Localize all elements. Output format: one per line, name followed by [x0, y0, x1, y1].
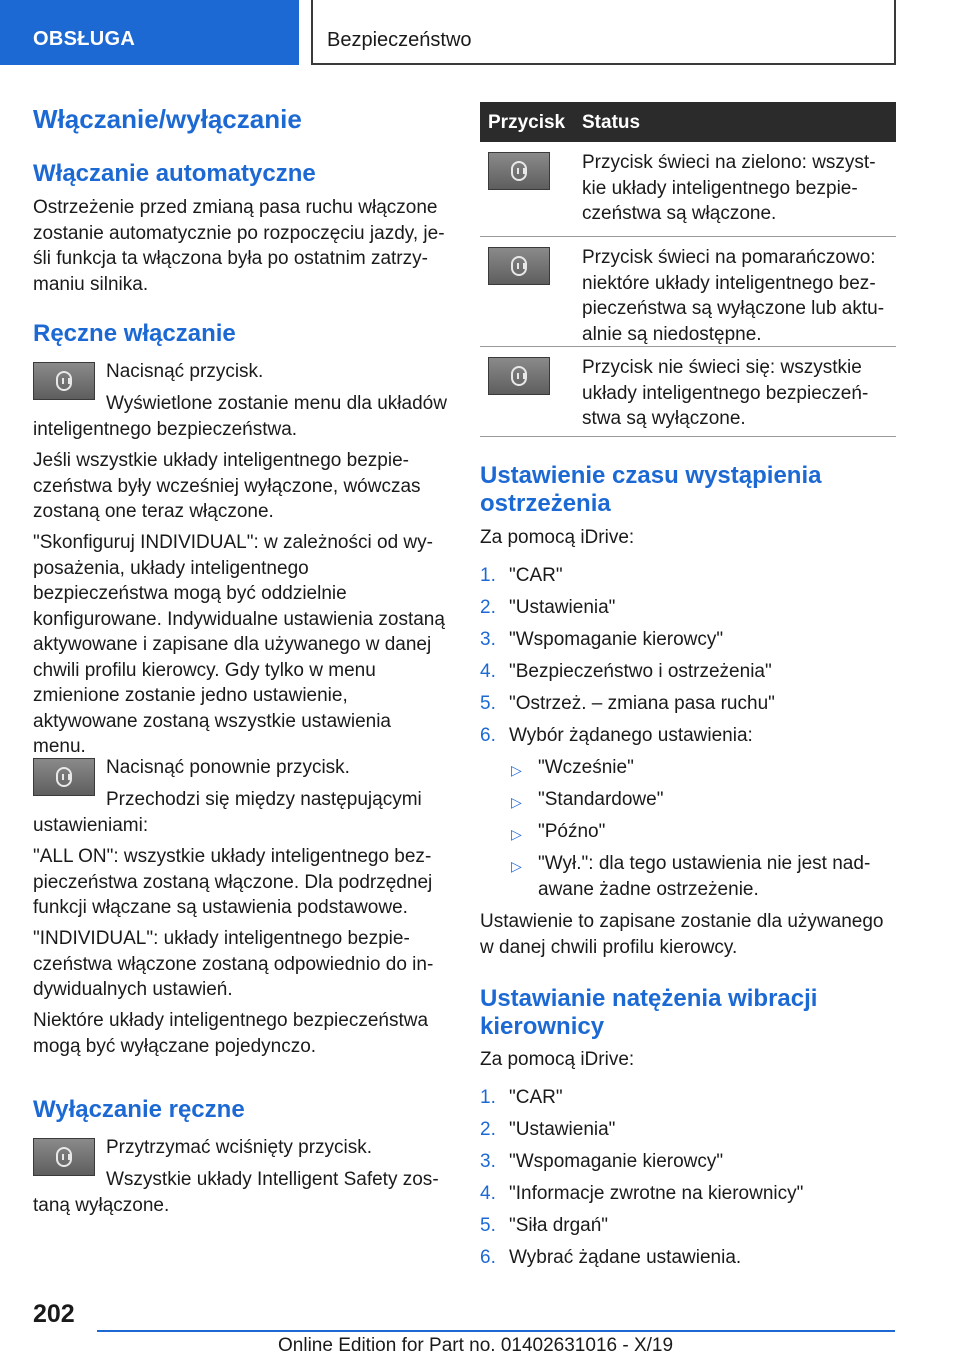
menu-shown-text: Wyświetlone zostanie menu dla układów inteligentnego bezpieczeństwa. — [33, 393, 447, 440]
auto-text: Ostrzeżenie przed zmianą pasa ruchu włączone zostanie automatycznie po rozpoczęciu jazdy, jeśli funkcja ta włączona była po ostatnim zatrzymaniu silnika. — [33, 197, 445, 295]
auto-heading: Włączanie automatyczne — [33, 160, 316, 187]
header-section-label: OBSŁUGA — [33, 28, 136, 50]
off-heading: Wyłączanie ręczne — [33, 1096, 245, 1123]
triangle-bullet-icon: ▷ — [511, 794, 522, 810]
safety-button-icon — [488, 152, 550, 190]
list-item: 4. "Bezpieczeństwo i ostrzeżenia" — [480, 661, 772, 682]
individual-text: "INDIVIDUAL": układy inteligentnego bezpieczeństwa włączone zostaną odpowiednio do indywidualnych ustawień. — [33, 928, 434, 1000]
list-item: 3. "Wspomaganie kierowcy" — [480, 1151, 724, 1172]
header-section-tab — [0, 0, 299, 65]
if-all-off-text: Jeśli wszystkie układy inteligentnego bezpieczeństwa były wcześniej wyłączone, wówczas zostaną one teraz włączone. — [33, 450, 421, 522]
list-item: 3. "Wspomaganie kierowcy" — [480, 629, 724, 650]
col-status-header: Status — [582, 112, 641, 133]
list-item: 5. "Ostrzeż. – zmiana pasa ruchu" — [480, 693, 775, 714]
footer-divider — [97, 1330, 895, 1332]
table-row — [480, 347, 896, 437]
safety-button-icon — [488, 247, 550, 285]
some-off-text: Niektóre układy inteligentnego bezpieczeństwa mogą być wyłączane pojedynczo. — [33, 1010, 429, 1057]
list-item: ▷ "Wcześnie" — [480, 755, 896, 781]
manual-heading: Ręczne włączanie — [33, 320, 236, 347]
warning-time-intro: Za pomocą iDrive: — [480, 527, 635, 548]
triangle-bullet-icon: ▷ — [511, 826, 522, 842]
safety-button-icon — [488, 357, 550, 395]
list-item: ▷ "Standardowe" — [480, 787, 896, 813]
triangle-bullet-icon: ▷ — [511, 858, 522, 874]
col-button-header: Przycisk — [488, 112, 566, 133]
individual-config-text: "Skonfiguruj INDIVIDUAL": w zależności od wyposażenia, układy inteligentnego bezpieczeństwa mogą być oddzielnie konfigurowane. Indywidualne ustawienia zostaną aktywowane i zapisane dla używanego w danej chwili profilu kierowcy. Gdy tylko w menu zmienione zostanie jedno ustawienie, aktywowane zostaną wszystkie ustawienia menu. — [33, 532, 445, 757]
press-button-text: Nacisnąć przycisk. — [106, 361, 264, 382]
all-on-text: "ALL ON": wszystkie układy inteligentnego bezpieczeństwa zostaną włączone. Dla podrzędnej funkcji włączane są ustawienia podstawowe. — [33, 846, 433, 918]
list-item: 1. "CAR" — [480, 1087, 563, 1108]
edition-note: Online Edition for Part no. 01402631016 - X/19 — [278, 1335, 674, 1356]
cycles-text: Przechodzi się między następującymi ustawieniami: — [33, 789, 422, 836]
list-item: 4. "Informacje zwrotne na kierownicy" — [480, 1183, 804, 1204]
page-number: 202 — [33, 1300, 75, 1328]
press-again-text: Nacisnąć ponownie przycisk. — [106, 757, 350, 778]
list-item: 5. "Siła drgań" — [480, 1215, 609, 1236]
right-column — [480, 102, 896, 1268]
triangle-bullet-icon: ▷ — [511, 762, 522, 778]
section-title: Włączanie/wyłączanie — [33, 104, 302, 134]
list-item: 2. "Ustawienia" — [480, 1119, 616, 1140]
list-item: 2. "Ustawienia" — [480, 597, 616, 618]
status-table — [480, 102, 896, 437]
warning-time-steps — [480, 563, 896, 755]
warning-time-heading: Ustawienie czasu wystąpienia ostrzeżenia — [480, 462, 822, 517]
vibration-heading: Ustawianie natężenia wibracji kierownicy — [480, 985, 818, 1040]
table-row — [480, 142, 896, 237]
vibration-intro: Za pomocą iDrive: — [480, 1049, 635, 1070]
vibration-steps — [480, 1085, 896, 1277]
list-item: 6. Wybrać żądane ustawienia. — [480, 1247, 742, 1268]
header-chapter-tab — [311, 0, 896, 65]
list-item: 6. Wybór żądanego ustawienia: — [480, 725, 753, 746]
warning-time-options — [480, 755, 896, 909]
hold-button-text: Przytrzymać wciśnięty przycisk. — [106, 1137, 373, 1158]
table-header — [480, 102, 896, 142]
list-item: 1. "CAR" — [480, 565, 563, 586]
header-chapter-label: Bezpieczeństwo — [327, 29, 472, 51]
all-off-text: Wszystkie układy Intelligent Safety zostaną wyłączone. — [33, 1169, 439, 1216]
status-cell: Przycisk świeci na pomarańczowo: niektóre układy inteligentnego bezpieczeństwa są wyłączone lub aktualnie są niedostępne. — [582, 247, 885, 345]
table-row — [480, 237, 896, 347]
status-cell: Przycisk świeci na zielono: wszystkie układy inteligentnego bezpieczeństwa są włączone. — [582, 152, 876, 224]
warning-time-saved: Ustawienie to zapisane zostanie dla używanego w danej chwili profilu kierowcy. — [480, 911, 884, 958]
list-item: ▷ "Wył.": dla tego ustawienia nie jest nadawane żadne ostrzeżenie. — [511, 853, 871, 900]
list-item: ▷ "Późno" — [480, 819, 896, 845]
status-cell: Przycisk nie świeci się: wszystkie układy inteligentnego bezpieczeństwa są wyłączone. — [582, 357, 869, 429]
